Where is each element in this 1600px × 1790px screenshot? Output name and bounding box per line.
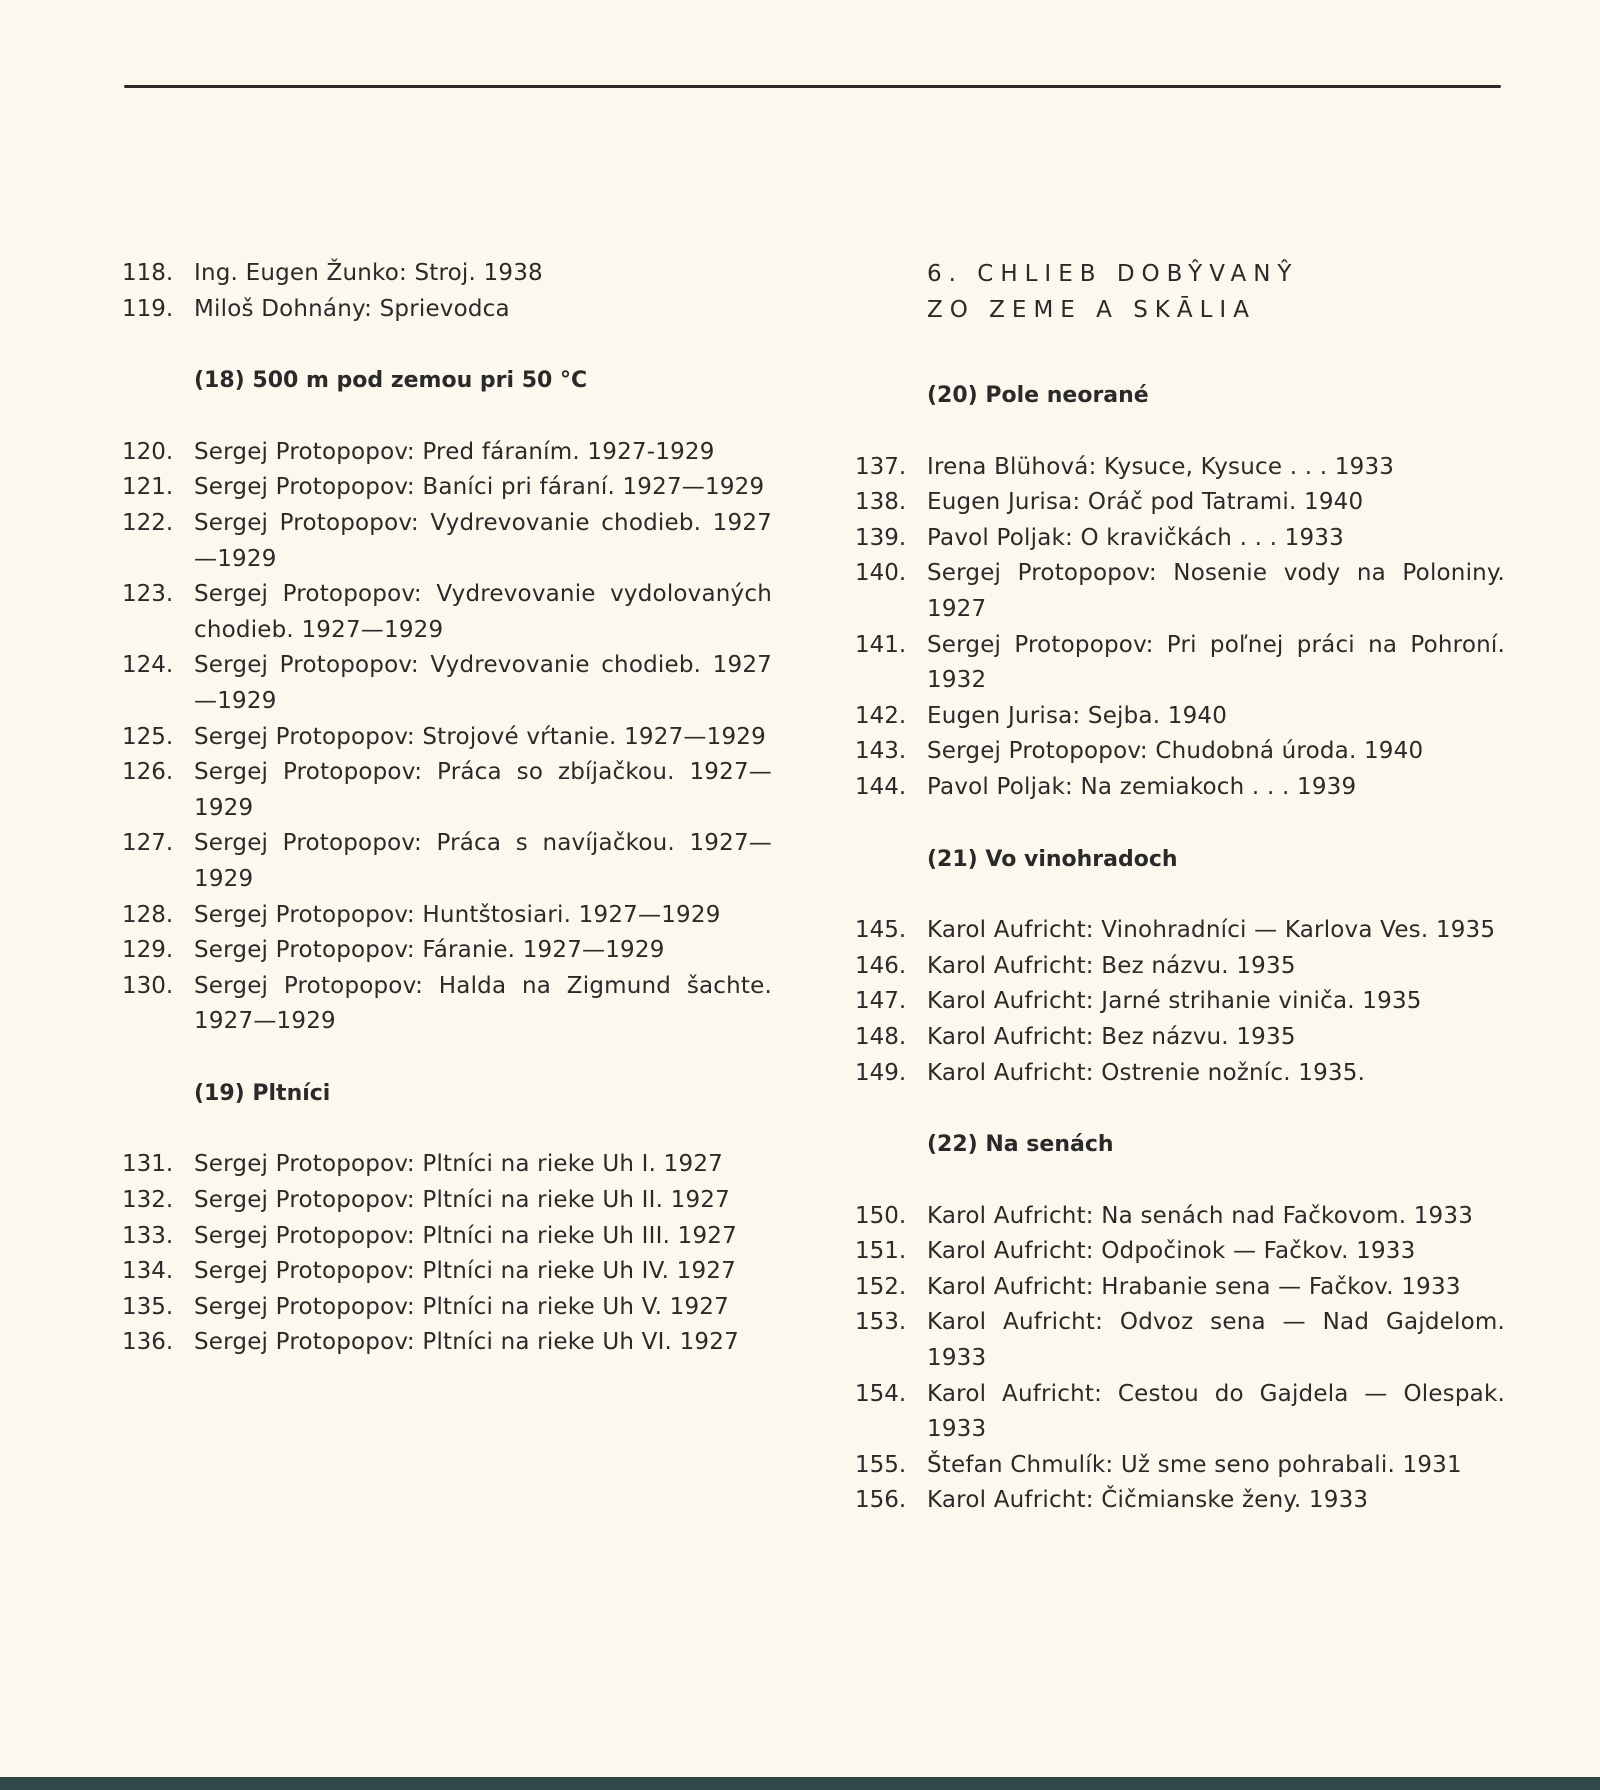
catalog-entry (122, 577, 772, 648)
entry-number: 143. (855, 738, 907, 765)
entry-text: Sergej Protopopov: Práca so zbíjačkou. 1927—1929 (194, 759, 772, 821)
section-heading-20: (20) Pole neorané (927, 383, 1149, 408)
catalog-entry (855, 1056, 1505, 1092)
entry-text: Sergej Protopopov: Strojové vŕtanie. 1927—1929 (194, 723, 766, 750)
catalog-entry (122, 1183, 772, 1219)
entry-number: 118. (122, 260, 174, 286)
catalog-entry (122, 898, 772, 934)
catalog-entry (855, 1199, 1505, 1235)
entry-number: 129. (122, 937, 174, 964)
entry-text: Karol Aufricht: Čičmianske ženy. 1933 (927, 1487, 1369, 1514)
entry-number: 126. (122, 759, 174, 786)
catalog-entry (855, 556, 1505, 627)
entry-number: 155. (855, 1451, 907, 1478)
entry-number: 131. (122, 1151, 174, 1178)
entry-number: 134. (122, 1258, 174, 1285)
entry-text: Sergej Protopopov: Huntštosiari. 1927—1929 (194, 901, 721, 928)
entry-list (122, 435, 772, 1040)
entry-number: 152. (855, 1273, 907, 1300)
entry-number: 142. (855, 702, 907, 729)
entry-text: Sergej Protopopov: Vydrevovanie chodieb. 1927—1929 (194, 509, 772, 572)
entry-number: 135. (122, 1293, 174, 1320)
catalog-entry (122, 1325, 772, 1361)
entry-number: 145. (855, 917, 907, 944)
catalog-entry (855, 913, 1505, 949)
entry-text: Eugen Jurisa: Sejba. 1940 (927, 702, 1228, 729)
entry-text: Karol Aufricht: Bez názvu. 1935 (927, 1023, 1296, 1050)
entry-number: 128. (122, 901, 174, 928)
entry-text: Karol Aufricht: Bez názvu. 1935 (927, 952, 1296, 979)
section-heading-19: (19) Pltníci (194, 1080, 331, 1106)
section-heading-22: (22) Na senách (927, 1132, 1114, 1158)
entry-number: 119. (122, 295, 174, 322)
catalog-entry (855, 770, 1505, 806)
bottom-edge-strip (0, 1777, 1600, 1790)
catalog-entry (855, 450, 1505, 486)
catalog-entry (122, 292, 772, 328)
entry-text: Sergej Protopopov: Nosenie vody na Poloniny. 1927 (927, 560, 1505, 622)
section-heading-18: (18) 500 m pod zemou pri 50 °C (194, 368, 588, 394)
entry-text: Sergej Protopopov: Pri poľnej práci na Pohroní. 1932 (927, 631, 1505, 694)
catalog-entry (122, 720, 772, 756)
entry-list (122, 256, 772, 327)
entry-text: Sergej Protopopov: Pltníci na rieke Uh V. 1927 (194, 1293, 729, 1320)
catalog-entry (122, 435, 772, 471)
catalog-entry (855, 1234, 1505, 1270)
section-heading-21: (21) Vo vinohradoch (927, 846, 1178, 872)
entry-text: Eugen Jurisa: Oráč pod Tatrami. 1940 (927, 489, 1364, 516)
catalog-entry (122, 470, 772, 506)
catalog-entry (855, 628, 1505, 699)
entry-number: 144. (855, 773, 907, 800)
entry-text: Sergej Protopopov: Práca s navíjačkou. 1927—1929 (194, 830, 772, 892)
entry-number: 120. (122, 438, 174, 465)
entry-number: 123. (122, 581, 174, 608)
entry-text: Karol Aufricht: Ostrenie nožníc. 1935. (927, 1059, 1366, 1086)
entry-text: Karol Aufricht: Na senách nad Fačkovom. 1933 (927, 1202, 1474, 1229)
catalog-entry (855, 984, 1505, 1020)
entry-number: 122. (122, 509, 174, 536)
entry-number: 141. (855, 631, 907, 658)
catalog-entry (855, 949, 1505, 985)
entry-text: Pavol Poljak: O kravičkách . . . 1933 (927, 524, 1344, 551)
entry-number: 149. (855, 1059, 907, 1086)
entry-list (855, 1199, 1505, 1519)
entry-text: Karol Aufricht: Jarné strihanie viniča. 1935 (927, 988, 1422, 1015)
catalog-entry (122, 1147, 772, 1183)
entry-number: 124. (122, 652, 174, 679)
entry-text: Sergej Protopopov: Pltníci na rieke Uh VI. 1927 (194, 1329, 739, 1356)
top-rule (124, 85, 1501, 88)
entry-text: Miloš Dohnány: Sprievodca (194, 295, 510, 322)
entry-text: Ing. Eugen Žunko: Stroj. 1938 (194, 260, 543, 286)
catalog-entry (855, 699, 1505, 735)
entry-number: 150. (855, 1202, 907, 1229)
catalog-entry (122, 256, 772, 292)
entry-text: Pavol Poljak: Na zemiakoch . . . 1939 (927, 773, 1357, 800)
catalog-entry (122, 1254, 772, 1290)
entry-text: Sergej Protopopov: Vydrevovanie vydolovaných chodieb. 1927—1929 (194, 581, 772, 643)
entry-text: Sergej Protopopov: Pltníci na rieke Uh II. 1927 (194, 1187, 730, 1214)
right-column (855, 256, 1505, 1519)
entry-number: 146. (855, 952, 907, 979)
catalog-entry (122, 1219, 772, 1255)
entry-list (855, 450, 1505, 806)
entry-number: 154. (855, 1380, 907, 1407)
entry-number: 137. (855, 453, 907, 480)
entry-number: 138. (855, 489, 907, 516)
entry-text: Sergej Protopopov: Chudobná úroda. 1940 (927, 738, 1424, 765)
entry-text: Sergej Protopopov: Pltníci na rieke Uh III. 1927 (194, 1222, 737, 1249)
entry-text: Sergej Protopopov: Vydrevovanie chodieb. 1927—1929 (194, 652, 772, 714)
chapter-title-line-2: ZO ZEME A SKĀLIA (927, 297, 1256, 323)
entry-text: Karol Aufricht: Odpočinok — Fačkov. 1933 (927, 1238, 1416, 1265)
catalog-entry (855, 521, 1505, 557)
entry-text: Sergej Protopopov: Fáranie. 1927—1929 (194, 937, 665, 964)
entry-number: 125. (122, 723, 174, 750)
catalog-entry (855, 1305, 1505, 1376)
entry-number: 133. (122, 1222, 174, 1249)
entry-text: Irena Blühová: Kysuce, Kysuce . . . 1933 (927, 453, 1395, 480)
entry-number: 151. (855, 1238, 907, 1265)
entry-text: Sergej Protopopov: Pltníci na rieke Uh I. 1927 (194, 1151, 723, 1178)
entry-number: 130. (122, 972, 174, 999)
entry-number: 156. (855, 1487, 907, 1514)
catalog-entry (855, 1483, 1505, 1519)
entry-text: Sergej Protopopov: Pred fáraním. 1927-1929 (194, 438, 715, 465)
entry-text: Sergej Protopopov: Pltníci na rieke Uh IV. 1927 (194, 1258, 736, 1285)
entry-number: 121. (122, 474, 174, 501)
catalog-entry (855, 734, 1505, 770)
entry-number: 127. (122, 830, 174, 857)
entry-text: Karol Aufricht: Cestou do Gajdela — Olespak. 1933 (927, 1380, 1505, 1443)
entry-number: 132. (122, 1187, 174, 1214)
catalog-entry (122, 969, 772, 1040)
entry-number: 139. (855, 524, 907, 551)
left-column (122, 256, 772, 1361)
entry-number: 147. (855, 988, 907, 1015)
chapter-title-line-1: 6. CHLIEB DOBŶVANŶ (927, 261, 1299, 287)
entry-text: Karol Aufricht: Vinohradníci — Karlova Ves. 1935 (927, 917, 1496, 944)
entry-text: Štefan Chmulík: Už sme seno pohrabali. 1931 (927, 1451, 1462, 1478)
catalog-entry (122, 755, 772, 826)
entry-number: 136. (122, 1329, 174, 1356)
entry-number: 148. (855, 1023, 907, 1050)
entry-list (122, 1147, 772, 1361)
catalog-entry (855, 485, 1505, 521)
catalog-entry (855, 1020, 1505, 1056)
entry-number: 153. (855, 1309, 907, 1336)
catalog-entry (122, 826, 772, 897)
catalog-entry (855, 1377, 1505, 1448)
entry-text: Sergej Protopopov: Baníci pri fáraní. 1927—1929 (194, 474, 765, 501)
catalog-entry (122, 506, 772, 577)
entry-number: 140. (855, 560, 907, 587)
catalog-entry (855, 1270, 1505, 1306)
catalog-entry (855, 1448, 1505, 1484)
entry-text: Karol Aufricht: Odvoz sena — Nad Gajdelom. 1933 (927, 1309, 1505, 1372)
entry-list (855, 913, 1505, 1091)
catalog-entry (122, 933, 772, 969)
entry-text: Karol Aufricht: Hrabanie sena — Fačkov. 1933 (927, 1273, 1461, 1300)
catalog-entry (122, 648, 772, 719)
catalog-entry (122, 1290, 772, 1326)
entry-text: Sergej Protopopov: Halda na Zigmund šachte. 1927—1929 (194, 972, 772, 1035)
